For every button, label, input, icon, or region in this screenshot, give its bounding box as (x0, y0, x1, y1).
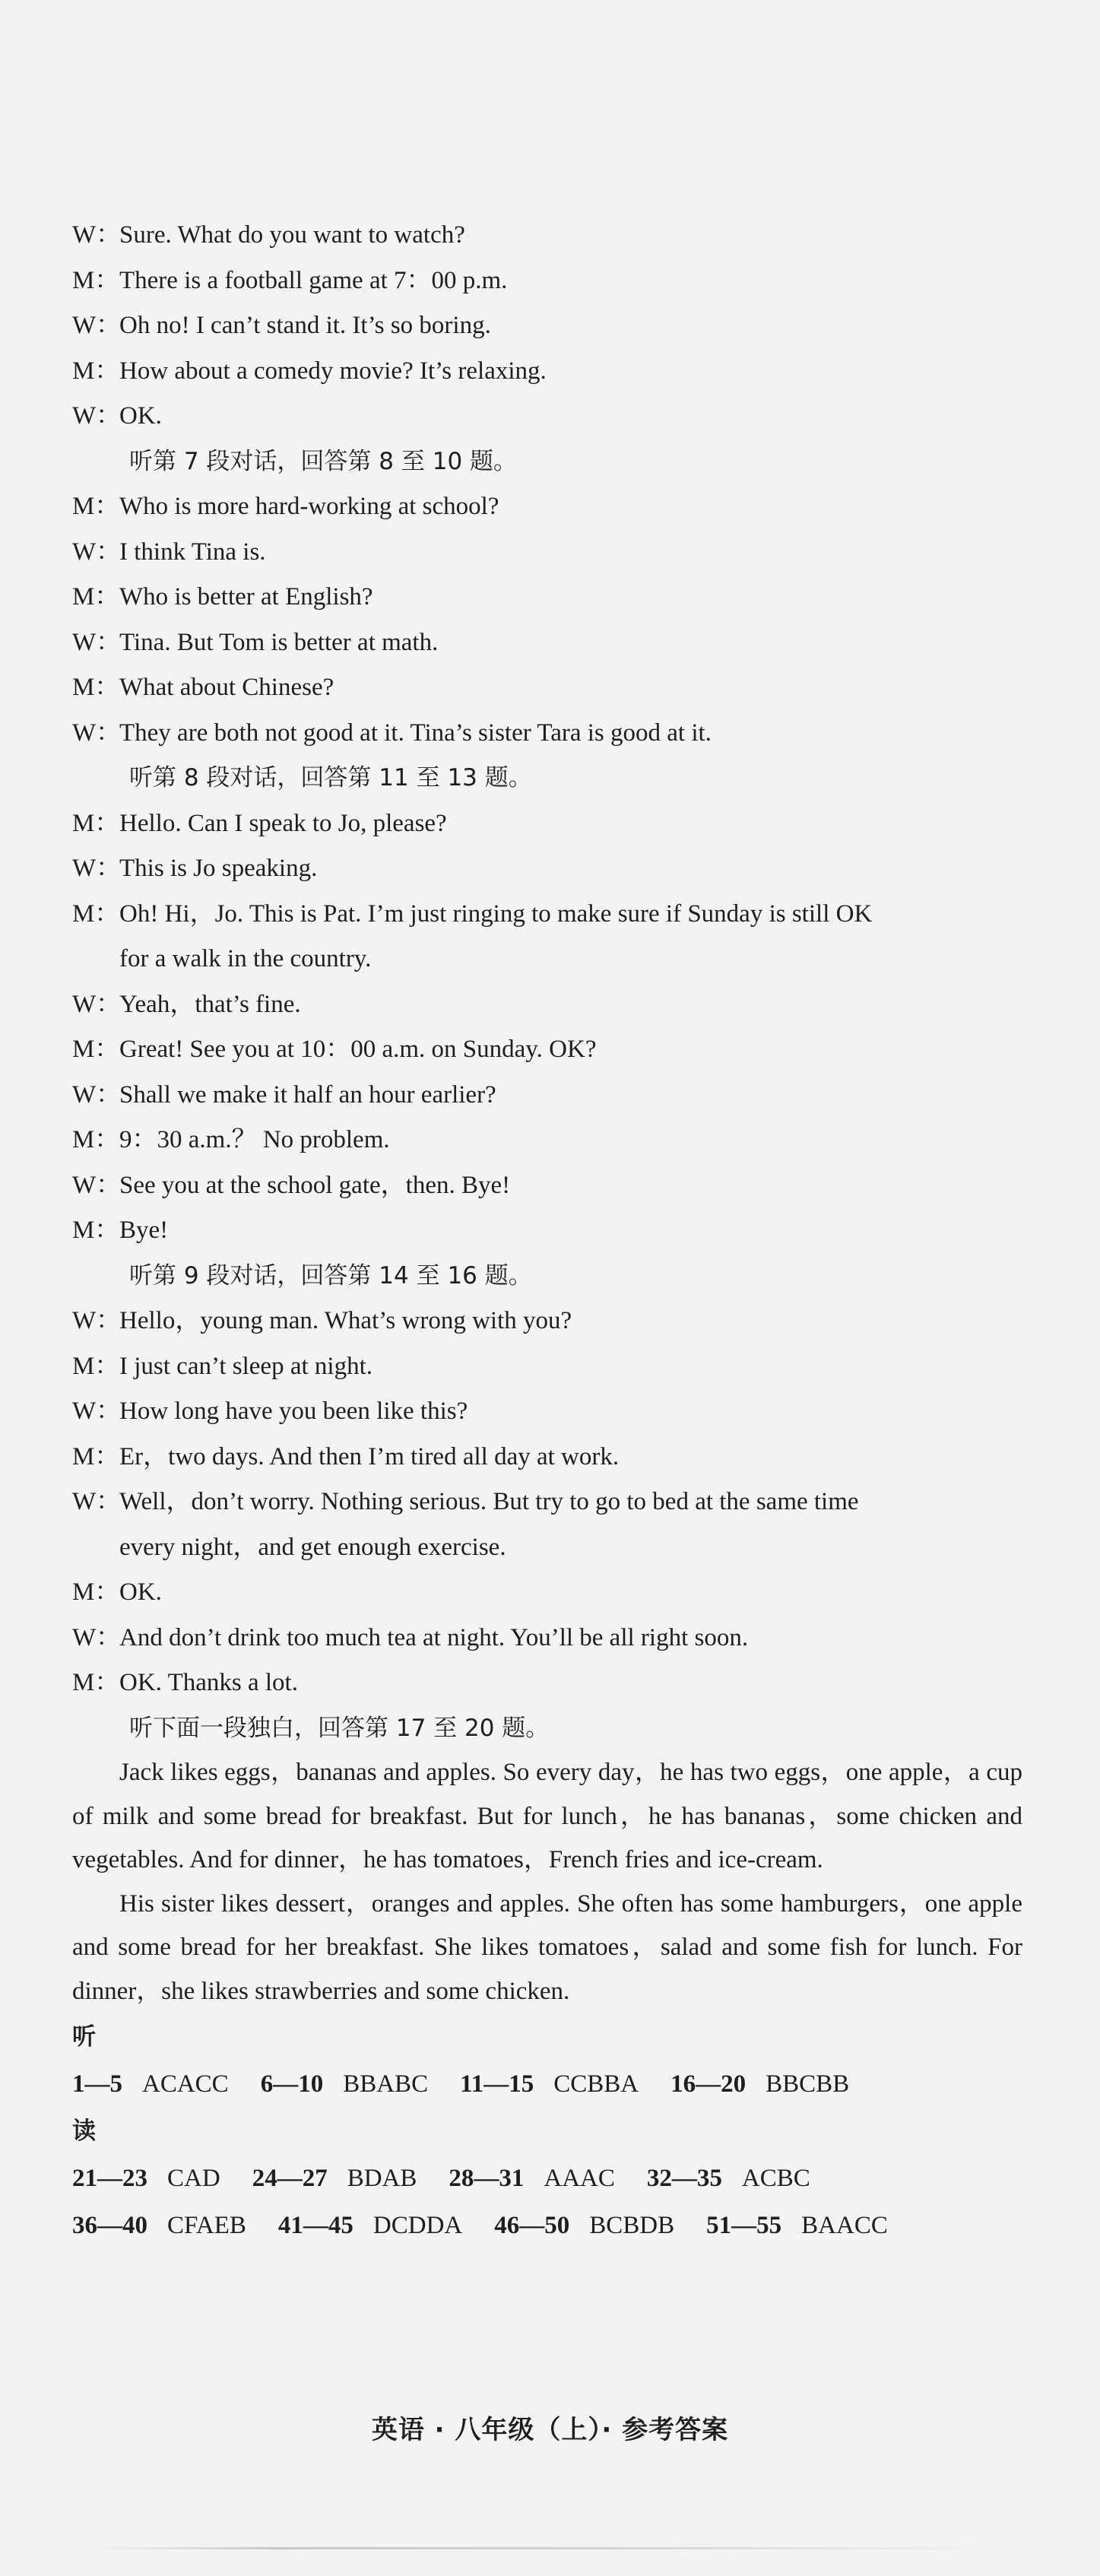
answer-content (72, 213, 1022, 2249)
dialogue-line (72, 1389, 1022, 1435)
dialogue-line (72, 846, 1022, 892)
dialogue-text: OK. (119, 402, 162, 430)
answer-group (706, 2202, 888, 2249)
question-range: 21—23 (72, 2165, 147, 2192)
question-range: 1—5 (72, 2070, 122, 2098)
dialogue-line (72, 1435, 1022, 1480)
dialogue-text: Oh! Hi，Jo. This is Pat. I’m just ringing to make sure if Sunday is still OK (119, 899, 873, 928)
dialogue-line (72, 937, 1022, 982)
dialogue-line (72, 801, 1022, 847)
answer-group (278, 2202, 462, 2249)
speaker-label: M： (72, 809, 120, 837)
dialogue-line (72, 1208, 1022, 1254)
speaker-label: W： (72, 990, 122, 1018)
speaker-label: W： (72, 855, 122, 882)
dialogue-text: Hello. Can I speak to Jo, please? (119, 809, 447, 837)
speaker-label: M： (72, 1669, 120, 1696)
monologue-paragraph: His sister likes dessert，oranges and apples. She often has some hamburgers，one apple and some bread for her breakfast. She likes tomatoes，salad and some fish for lunch. For dinner，she likes strawberries and some chicken. (72, 1889, 1022, 2005)
section-heading: 听第 7 段对话，回答第 8 至 10 题。 (129, 447, 518, 475)
dialogue-text: Yeah，that’s fine. (119, 990, 301, 1018)
answer-group (72, 2155, 220, 2202)
speaker-label: W： (72, 1307, 122, 1334)
answer-group (449, 2155, 615, 2202)
question-range: 28—31 (449, 2165, 525, 2192)
speaker-label: M： (72, 1442, 120, 1470)
dialogue-text: OK. (119, 1578, 162, 1606)
dialogue-text: Bye! (119, 1217, 169, 1244)
answer-group (252, 2155, 417, 2202)
page-footer: 英语 · 八年级（上）· 参考答案 (371, 2415, 729, 2445)
speaker-label: M： (72, 357, 120, 385)
answer-key: ACACC (142, 2070, 229, 2098)
dialogue-text: See you at the school gate，then. Bye! (119, 1171, 511, 1199)
answer-group (460, 2060, 639, 2108)
dialogue-line (72, 575, 1022, 620)
scan-artifact-line (91, 2547, 1003, 2549)
dialogue-block (72, 484, 1022, 756)
speaker-label: M： (72, 899, 120, 928)
dialogue-block (72, 213, 1022, 439)
dialogue-block (72, 801, 1022, 1254)
dialogue-text: I just can’t sleep at night. (119, 1352, 372, 1380)
section-heading: 听第 9 段对话，回答第 14 至 16 题。 (129, 1261, 532, 1290)
monologue-paragraph: Jack likes eggs，bananas and apples. So every day，he has two eggs，one apple，a cup of milk and some bread for breakfast. But for lunch，he has bananas，some chicken and vegetables. And for dinner，he has tomatoes，French fries and ice-cream. (72, 1759, 1022, 1873)
dialogue-line (72, 982, 1022, 1028)
dialogue-line (72, 1163, 1022, 1209)
dialogue-line (72, 665, 1022, 711)
dialogue-line (72, 620, 1022, 666)
answer-group (72, 2060, 229, 2108)
dialogue-text: every night，and get enough exercise. (119, 1533, 506, 1561)
speaker-label: M： (72, 674, 120, 701)
answer-key: BAACC (801, 2212, 888, 2239)
dialogue-text: 9：30 a.m.？ No problem. (119, 1126, 390, 1153)
dialogue-text: What about Chinese? (119, 674, 334, 701)
question-range: 16—20 (670, 2070, 747, 2098)
dialogue-line (72, 1073, 1022, 1118)
dialogue-text: I think Tina is. (119, 538, 266, 566)
answer-key: BCBDB (589, 2212, 675, 2239)
question-range: 41—45 (277, 2212, 353, 2239)
answer-row-reading (72, 2155, 1022, 2202)
dialogue-line (72, 711, 1022, 757)
answer-group (72, 2202, 246, 2249)
answer-key: CAD (167, 2165, 220, 2192)
speaker-label: M： (72, 1352, 120, 1380)
reading-heading: 读 (72, 2118, 96, 2145)
dialogue-line (72, 1661, 1022, 1706)
speaker-label: W： (72, 312, 122, 339)
answer-key: CFAEB (167, 2212, 246, 2239)
question-range: 36—40 (72, 2212, 147, 2239)
dialogue-text: And don’t drink too much tea at night. You’ll be all right soon. (119, 1623, 749, 1651)
dialogue-text: Well，don’t worry. Nothing serious. But try to go to bed at the same time (119, 1488, 859, 1515)
answer-key: BBCBB (766, 2070, 850, 2098)
dialogue-line (72, 1299, 1022, 1344)
dialogue-line (72, 259, 1022, 304)
speaker-label: W： (72, 628, 122, 656)
answer-key: DCDDA (372, 2212, 463, 2239)
speaker-label: W： (72, 1080, 122, 1109)
dialogue-line (72, 892, 1022, 937)
dialogue-line (72, 213, 1022, 259)
speaker-label: W： (72, 1488, 122, 1515)
speaker-label: W： (72, 1623, 122, 1651)
speaker-label: M： (72, 1126, 120, 1153)
answer-key: AAAC (544, 2165, 615, 2192)
dialogue-block (72, 1299, 1022, 1706)
answer-group (261, 2060, 428, 2108)
section-heading: 听下面一段独白，回答第 17 至 20 题。 (129, 1714, 550, 1742)
speaker-label: M： (72, 583, 120, 611)
dialogue-text: Great! See you at 10：00 a.m. on Sunday. OK? (119, 1036, 597, 1063)
answer-key: ACBC (741, 2165, 810, 2192)
dialogue-line (72, 394, 1022, 439)
speaker-label: W： (72, 538, 122, 566)
speaker-label: M： (72, 1578, 120, 1606)
dialogue-line (72, 349, 1022, 395)
speaker-label: W： (72, 719, 122, 747)
speaker-label: M： (72, 266, 120, 294)
speaker-label: W： (72, 221, 122, 249)
dialogue-line (72, 1525, 1022, 1571)
question-range: 51—55 (706, 2212, 782, 2239)
answer-key: CCBBA (553, 2070, 639, 2098)
speaker-label: M： (72, 493, 120, 520)
answer-group (494, 2202, 674, 2249)
dialogue-text: for a walk in the country. (119, 945, 372, 972)
speaker-label: W： (72, 1171, 122, 1199)
dialogue-line (72, 530, 1022, 576)
dialogue-text: How about a comedy movie? It’s relaxing. (119, 357, 547, 385)
dialogue-line (72, 1027, 1022, 1073)
listening-heading: 听 (72, 2023, 96, 2051)
dialogue-line (72, 303, 1022, 349)
question-range: 11—15 (460, 2070, 534, 2098)
section-heading: 听第 8 段对话，回答第 11 至 13 题。 (129, 764, 532, 792)
question-range: 24—27 (252, 2165, 328, 2192)
dialogue-text: Shall we make it half an hour earlier? (119, 1080, 496, 1109)
dialogue-text: This is Jo speaking. (119, 855, 318, 882)
question-range: 6—10 (260, 2070, 324, 2098)
dialogue-line (72, 484, 1022, 530)
dialogue-text: Hello，young man. What’s wrong with you? (119, 1307, 572, 1334)
dialogue-text: Tina. But Tom is better at math. (119, 628, 439, 656)
answer-row-reading (72, 2202, 1022, 2249)
question-range: 32—35 (646, 2165, 722, 2192)
speaker-label: W： (72, 402, 122, 430)
answer-key: BDAB (347, 2165, 417, 2192)
dialogue-line (72, 1570, 1022, 1616)
dialogue-line (72, 1118, 1022, 1163)
dialogue-text: OK. Thanks a lot. (119, 1669, 298, 1696)
dialogue-text: Who is better at English? (119, 583, 373, 611)
speaker-label: W： (72, 1397, 122, 1425)
dialogue-text: Sure. What do you want to watch? (119, 221, 465, 249)
dialogue-text: There is a football game at 7：00 p.m. (119, 266, 508, 294)
dialogue-text: Oh no! I can’t stand it. It’s so boring. (119, 312, 491, 339)
dialogue-line (72, 1480, 1022, 1525)
speaker-label: M： (72, 1217, 120, 1244)
answer-group (647, 2155, 810, 2202)
dialogue-line (72, 1616, 1022, 1661)
speaker-label: M： (72, 1036, 120, 1063)
answer-group (670, 2060, 849, 2108)
dialogue-text: They are both not good at it. Tina’s sister Tara is good at it. (119, 719, 712, 747)
answer-row-listening (72, 2060, 1022, 2108)
dialogue-text: Er，two days. And then I’m tired all day at work. (119, 1442, 620, 1470)
dialogue-line (72, 1344, 1022, 1390)
question-range: 46—50 (494, 2212, 570, 2239)
dialogue-text: Who is more hard-working at school? (119, 493, 499, 520)
dialogue-text: How long have you been like this? (119, 1397, 468, 1425)
answer-key: BBABC (343, 2070, 429, 2098)
